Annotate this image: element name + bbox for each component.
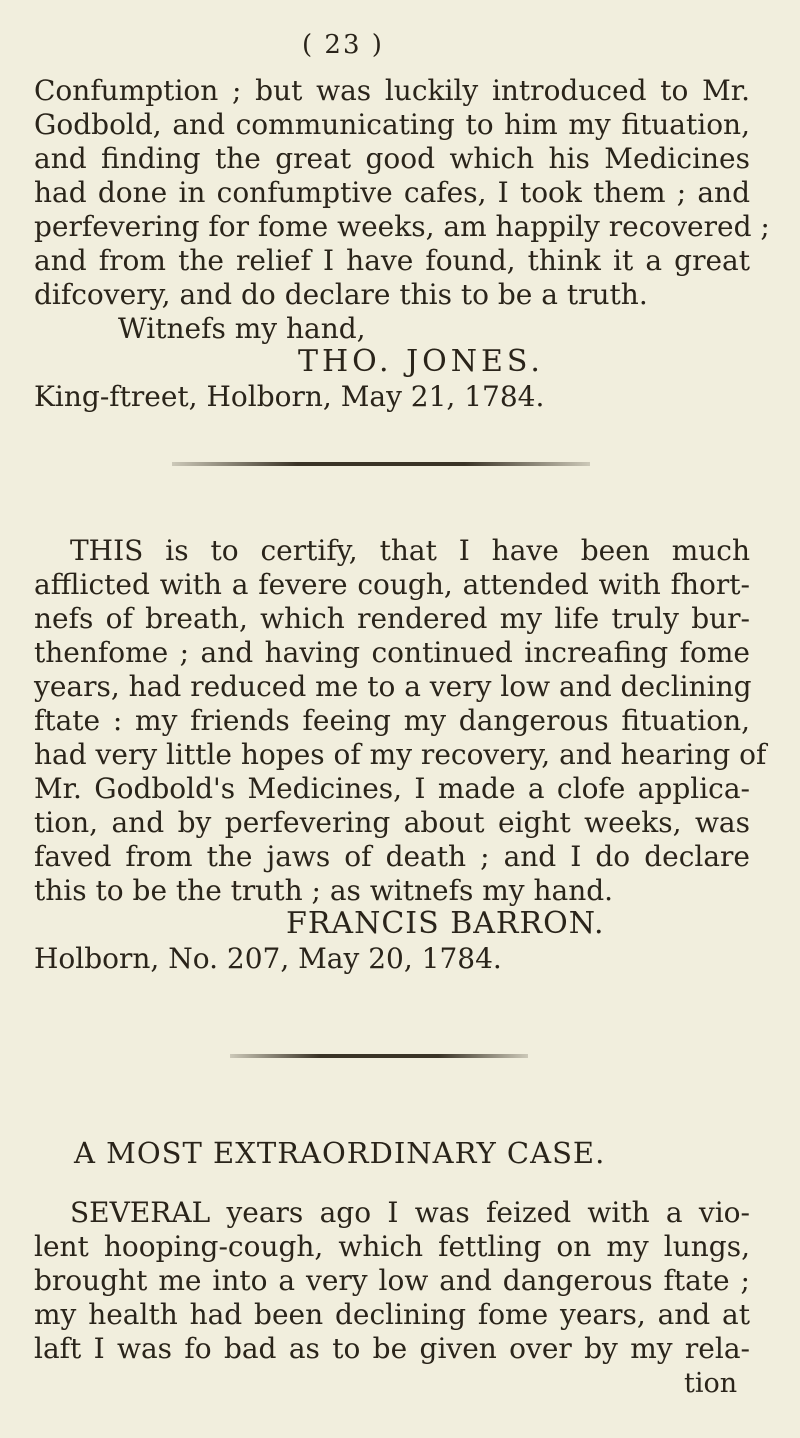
paragraph-line: Mr. Godbold's Medicines, I made a clofe applica- [34,772,750,805]
paragraph-line: difcovery, and do declare this to be a truth. [34,278,648,311]
paragraph-line: faved from the jaws of death ; and I do declare [34,840,750,873]
paragraph-line: had done in confumptive cafes, I took them ; and [34,176,750,209]
paragraph-line: SEVERAL years ago I was feized with a vio- [70,1196,750,1229]
paragraph-line: Confumption ; but was luckily introduced to Mr. [34,74,750,107]
catchword: tion [684,1368,738,1399]
paragraph-line: had very little hopes of my recovery, and hearing of [34,738,767,771]
signature-jones: THO. JONES. [298,344,544,379]
paragraph-line: THIS is to certify, that I have been much [70,534,750,567]
address-line: King-ftreet, Holborn, May 21, 1784. [34,380,545,413]
paragraph-line: Godbold, and communicating to him my fituation, [34,108,750,141]
paragraph-line: lent hooping-cough, which fettling on my lungs, [34,1230,750,1263]
paragraph-line: thenfome ; and having continued increafing fome [34,636,750,669]
paragraph-line: brought me into a very low and dangerous ftate ; [34,1264,750,1297]
address-line: Holborn, No. 207, May 20, 1784. [34,942,502,975]
paragraph-line: this to be the truth ; as witnefs my hand. [34,874,614,907]
paragraph-line: my health had been declining fome years, and at [34,1298,750,1331]
paragraph-line: tion, and by perfevering about eight weeks, was [34,806,750,839]
paragraph-line: laft I was fo bad as to be given over by my rela- [34,1332,750,1365]
paragraph-line: perfevering for fome weeks, am happily recovered ; [34,210,770,243]
paragraph-line: ftate : my friends feeing my dangerous fituation, [34,704,750,737]
signature-barron: FRANCIS BARRON. [286,906,605,941]
paragraph-line: years, had reduced me to a very low and declining [34,670,752,703]
witness-line: Witnefs my hand, [118,312,366,345]
paragraph-line: nefs of breath, which rendered my life truly bur- [34,602,750,635]
paragraph-line: and finding the great good which his Medicines [34,142,750,175]
paragraph-line: afflicted with a fevere cough, attended with fhort- [34,568,750,601]
section-divider [230,1054,528,1058]
case-heading: A MOST EXTRAORDINARY CASE. [74,1136,606,1170]
section-divider [172,462,590,466]
paragraph-line: and from the relief I have found, think it a great [34,244,750,277]
page-number: ( 23 ) [302,30,384,60]
